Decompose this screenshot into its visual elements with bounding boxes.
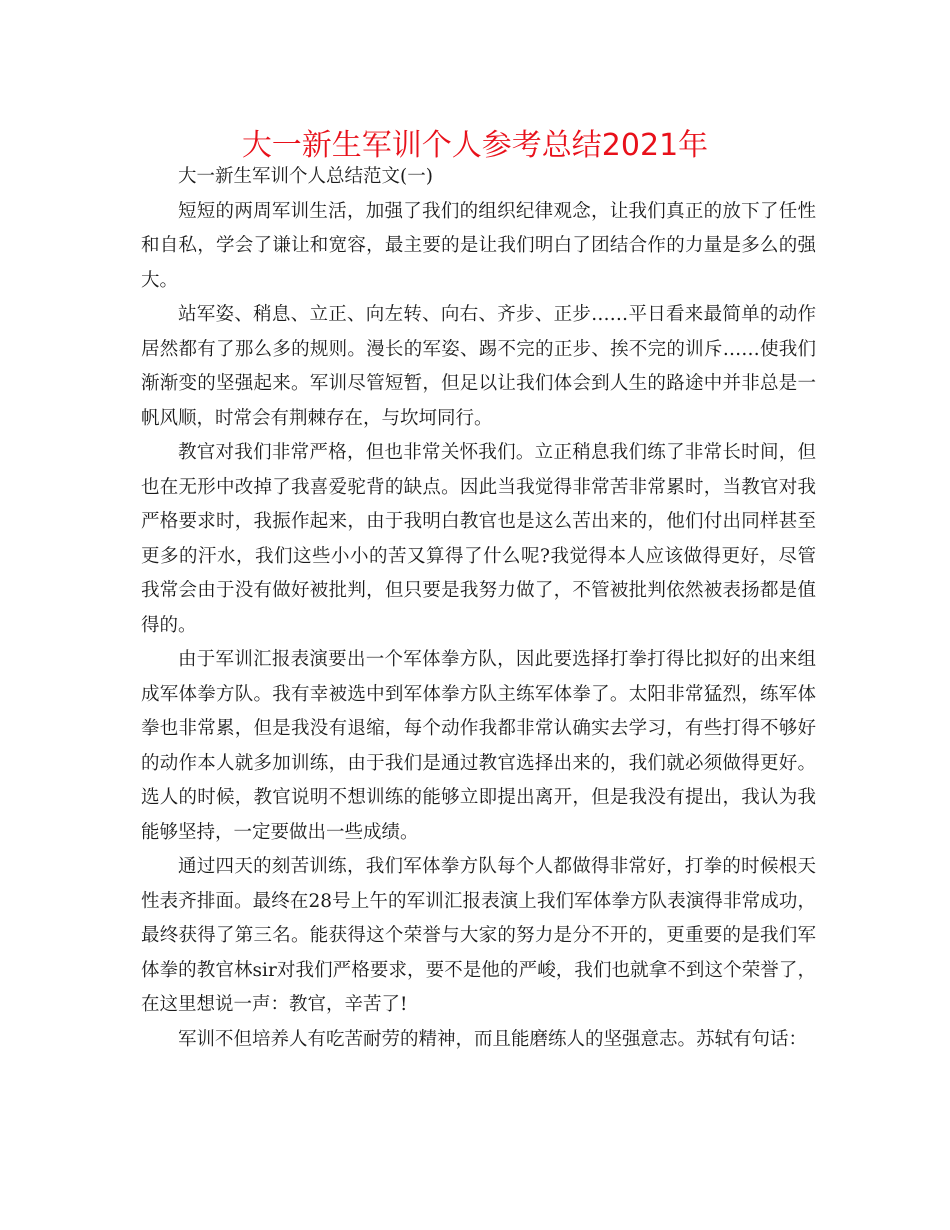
paragraph: 通过四天的刻苦训练，我们军体拳方队每个人都做得非常好，打拳的时候根天性表齐排面。最终在28号上午的军训汇报表演上我们军体拳方队表演得非常成功，最终获得了第三名。能获得这个荣誉与大家的努力是分不开的，更重要的是我们军体拳的教官林sir对我们严格要求，要不是他的严峻，我们也就拿不到这个荣誉了，在这里想说一声：教官，辛苦了! xyxy=(141,856,816,1015)
paragraph: 由于军训汇报表演要出一个军体拳方队，因此要选择打拳打得比拟好的出来组成军体拳方队。我有幸被选中到军体拳方队主练军体拳了。太阳非常猛烈，练军体拳也非常累，但是我没有退缩，每个动作我都非常认确实去学习，有些打得不够好的动作本人就多加训练，由于我们是通过教官选择出来的，我们就必须做得更好。选人的时候，教官说明不想训练的能够立即提出离开，但是我没有提出，我认为我能够坚持，一定要做出一些成绩。 xyxy=(141,649,816,843)
paragraph: 短短的两周军训生活，加强了我们的组织纪律观念，让我们真正的放下了任性和自私，学会了谦让和宽容，最主要的是让我们明白了团结合作的力量是多么的强大。 xyxy=(141,200,816,291)
document-title: 大一新生军训个人参考总结2021年 xyxy=(241,128,709,163)
document-body xyxy=(141,160,816,1057)
paragraph: 军训不但培养人有吃苦耐劳的精神，而且能磨练人的坚强意志。苏轼有句话： xyxy=(178,1028,808,1050)
paragraph: 站军姿、稍息、立正、向左转、向右、齐步、正步……平日看来最简单的动作居然都有了那么多的规则。漫长的军姿、踢不完的正步、挨不完的训斥……使我们渐渐变的坚强起来。军训尽管短暂，但足以让我们体会到人生的路途中并非总是一帆风顺，时常会有荆棘存在，与坎坷同行。 xyxy=(141,304,816,429)
paragraph: 教官对我们非常严格，但也非常关怀我们。立正稍息我们练了非常长时间，但也在无形中改掉了我喜爱驼背的缺点。因此当我觉得非常苦非常累时，当教官对我严格要求时，我振作起来，由于我明白教官也是这么苦出来的，他们付出同样甚至更多的汗水，我们这些小小的苦又算得了什么呢?我觉得本人应该做得更好，尽管我常会由于没有做好被批判，但只要是我努力做了，不管被批判依然被表扬都是值得的。 xyxy=(141,442,816,636)
paragraph-subtitle: 大一新生军训个人总结范文(一) xyxy=(178,166,433,187)
